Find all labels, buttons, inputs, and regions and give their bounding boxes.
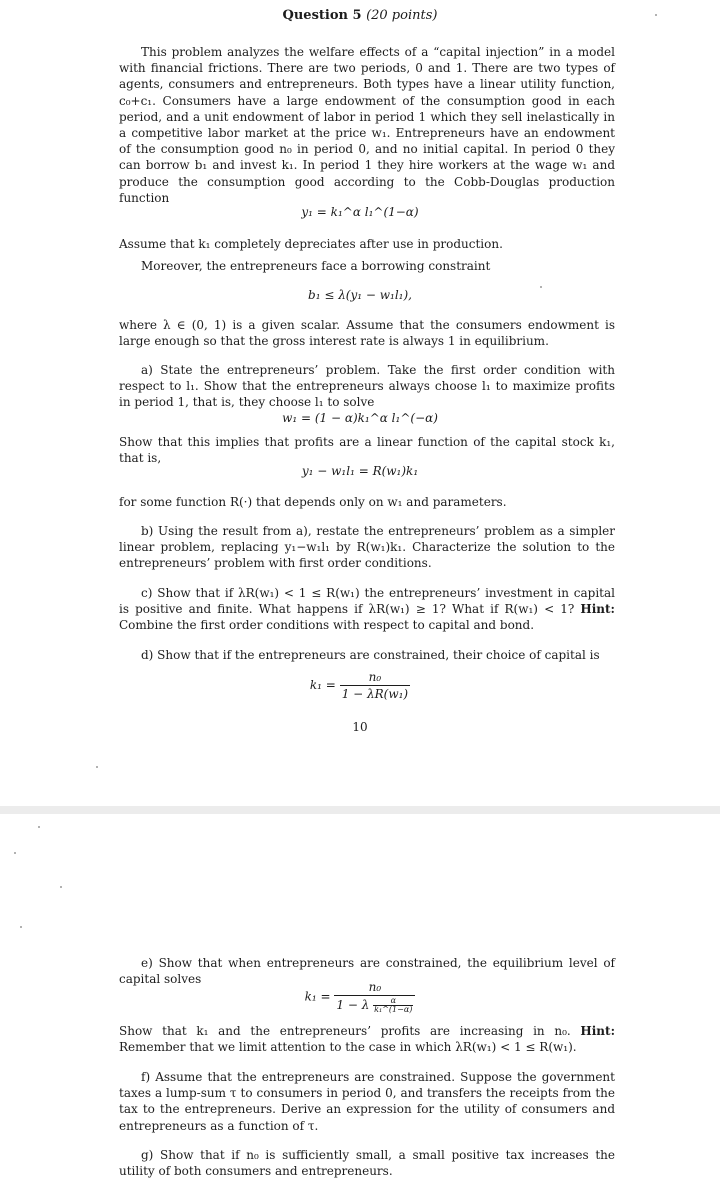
eq-d-denominator: 1 − λR(w₁) <box>341 687 409 701</box>
part-c-paragraph <box>119 585 615 634</box>
part-f-paragraph: f) Assume that the entrepreneurs are constrained. Suppose the government taxes a lump-sum τ to consumers in period 0, and transfers the receipts from the tax to the entrepreneurs. Derive an expression for the utility of consumers and entrepreneurs as a function of τ. <box>119 1070 615 1133</box>
part-c-text: c) Show that if λR(w₁) < 1 ≤ R(w₁) the entrepreneurs’ investment in capital is positive and finite. What happens if λR(w₁) ≥ 1? What if R(w₁) < 1? <box>119 586 615 617</box>
eq-e-lhs: k₁ = <box>304 989 331 1004</box>
eq-e-fraction <box>334 980 415 1014</box>
page-number: 10 <box>352 720 368 734</box>
part-a-paragraph: a) State the entrepreneurs’ problem. Take the first order condition with respect to l₁. Show that the entrepreneurs always choose l₁ to maximize profits in period 1, that is, they choose l₁ to solve <box>119 363 615 410</box>
part-e-cont-text: Show that k₁ and the entrepreneurs’ profits are increasing in n₀. <box>119 1024 571 1038</box>
eq-e-denominator <box>334 996 415 1014</box>
eq-d-lhs: k₁ = <box>309 678 336 692</box>
part-c-hint-label: Hint: <box>580 602 615 617</box>
part-e-paragraph: e) Show that when entrepreneurs are constrained, the equilibrium level of capital solves <box>119 956 615 987</box>
eq-e-inner-numerator: α <box>373 997 413 1006</box>
part-e-hint-label: Hint: <box>580 1024 615 1038</box>
eq-e-den-prefix: 1 − λ <box>336 998 370 1012</box>
eq-e-numerator: n₀ <box>334 980 415 996</box>
equilibrium-capital-equation <box>0 980 720 1014</box>
scan-speck <box>14 852 16 854</box>
part-a-end: for some function R(·) that depends only on w₁ and parameters. <box>119 495 507 509</box>
borrowing-constraint-equation: b₁ ≤ λ(y₁ − w₁l₁), <box>308 288 412 302</box>
part-e-hint-text: Remember that we limit attention to the case in which λR(w₁) < 1 ≤ R(w₁). <box>119 1040 577 1055</box>
part-d-paragraph: d) Show that if the entrepreneurs are constrained, their choice of capital is <box>141 648 600 662</box>
scan-speck <box>540 286 542 288</box>
scan-speck <box>655 14 657 16</box>
page-2 <box>0 814 720 1197</box>
part-b-paragraph: b) Using the result from a), restate the entrepreneurs’ problem as a simpler linear problem, replacing y₁−w₁l₁ by R(w₁)k₁. Characterize the solution to the entrepreneurs’ problem with first order conditions. <box>119 524 615 571</box>
eq-e-inner-denominator: k₁^(1−α) <box>374 1005 413 1014</box>
intro-paragraph: This problem analyzes the welfare effects of a “capital injection” in a model with financial frictions. There are two periods, 0 and 1. There are two types of agents, consumers and entrepreneurs. Both types have a linear utility function, c₀+c₁. Consumers have a large endowment of the consumption good in each period, and a unit endowment of labor in period 1 which they sell inelastically in a competitive labor market at the price w₁. Entrepreneurs have an endowment of the consumption good n₀ in period 0, and no initial capital. In period 0 they can borrow b₁ and invest k₁. In period 1 they hire workers at the wage w₁ and produce the consumption good according to the Cobb-Douglas production function <box>119 45 615 205</box>
wage-equation: w₁ = (1 − α)k₁^α l₁^(−α) <box>282 411 438 425</box>
production-function-equation: y₁ = k₁^α l₁^(1−α) <box>301 205 419 219</box>
profit-equation: y₁ − w₁l₁ = R(w₁)k₁ <box>301 464 419 478</box>
question-heading <box>0 8 720 23</box>
page-separator <box>0 806 720 814</box>
part-e-continued <box>119 1023 615 1055</box>
scan-speck <box>20 926 22 928</box>
borrowing-intro-text: Moreover, the entrepreneurs face a borrowing constraint <box>141 259 491 273</box>
eq-e-inner-fraction <box>373 997 413 1014</box>
depreciation-text: Assume that k₁ completely depreciates after use in production. <box>119 237 503 251</box>
question-points: (20 points) <box>366 8 438 23</box>
question-title: Question 5 <box>282 8 362 23</box>
part-a-continued: Show that this implies that profits are a linear function of the capital stock k₁, that is, <box>119 435 615 466</box>
scan-speck <box>96 766 98 768</box>
scan-speck <box>60 886 62 888</box>
capital-choice-equation <box>0 670 720 701</box>
lambda-paragraph: where λ ∈ (0, 1) is a given scalar. Assume that the consumers endowment is large enough so that the gross interest rate is always 1 in equilibrium. <box>119 318 615 349</box>
eq-d-fraction <box>340 670 410 701</box>
eq-d-numerator: n₀ <box>340 670 410 686</box>
scan-speck <box>38 826 40 828</box>
part-g-paragraph: g) Show that if n₀ is sufficiently small, a small positive tax increases the utility of both consumers and entrepreneurs. <box>119 1148 615 1179</box>
part-c-hint-text: Combine the first order conditions with respect to capital and bond. <box>119 618 535 633</box>
